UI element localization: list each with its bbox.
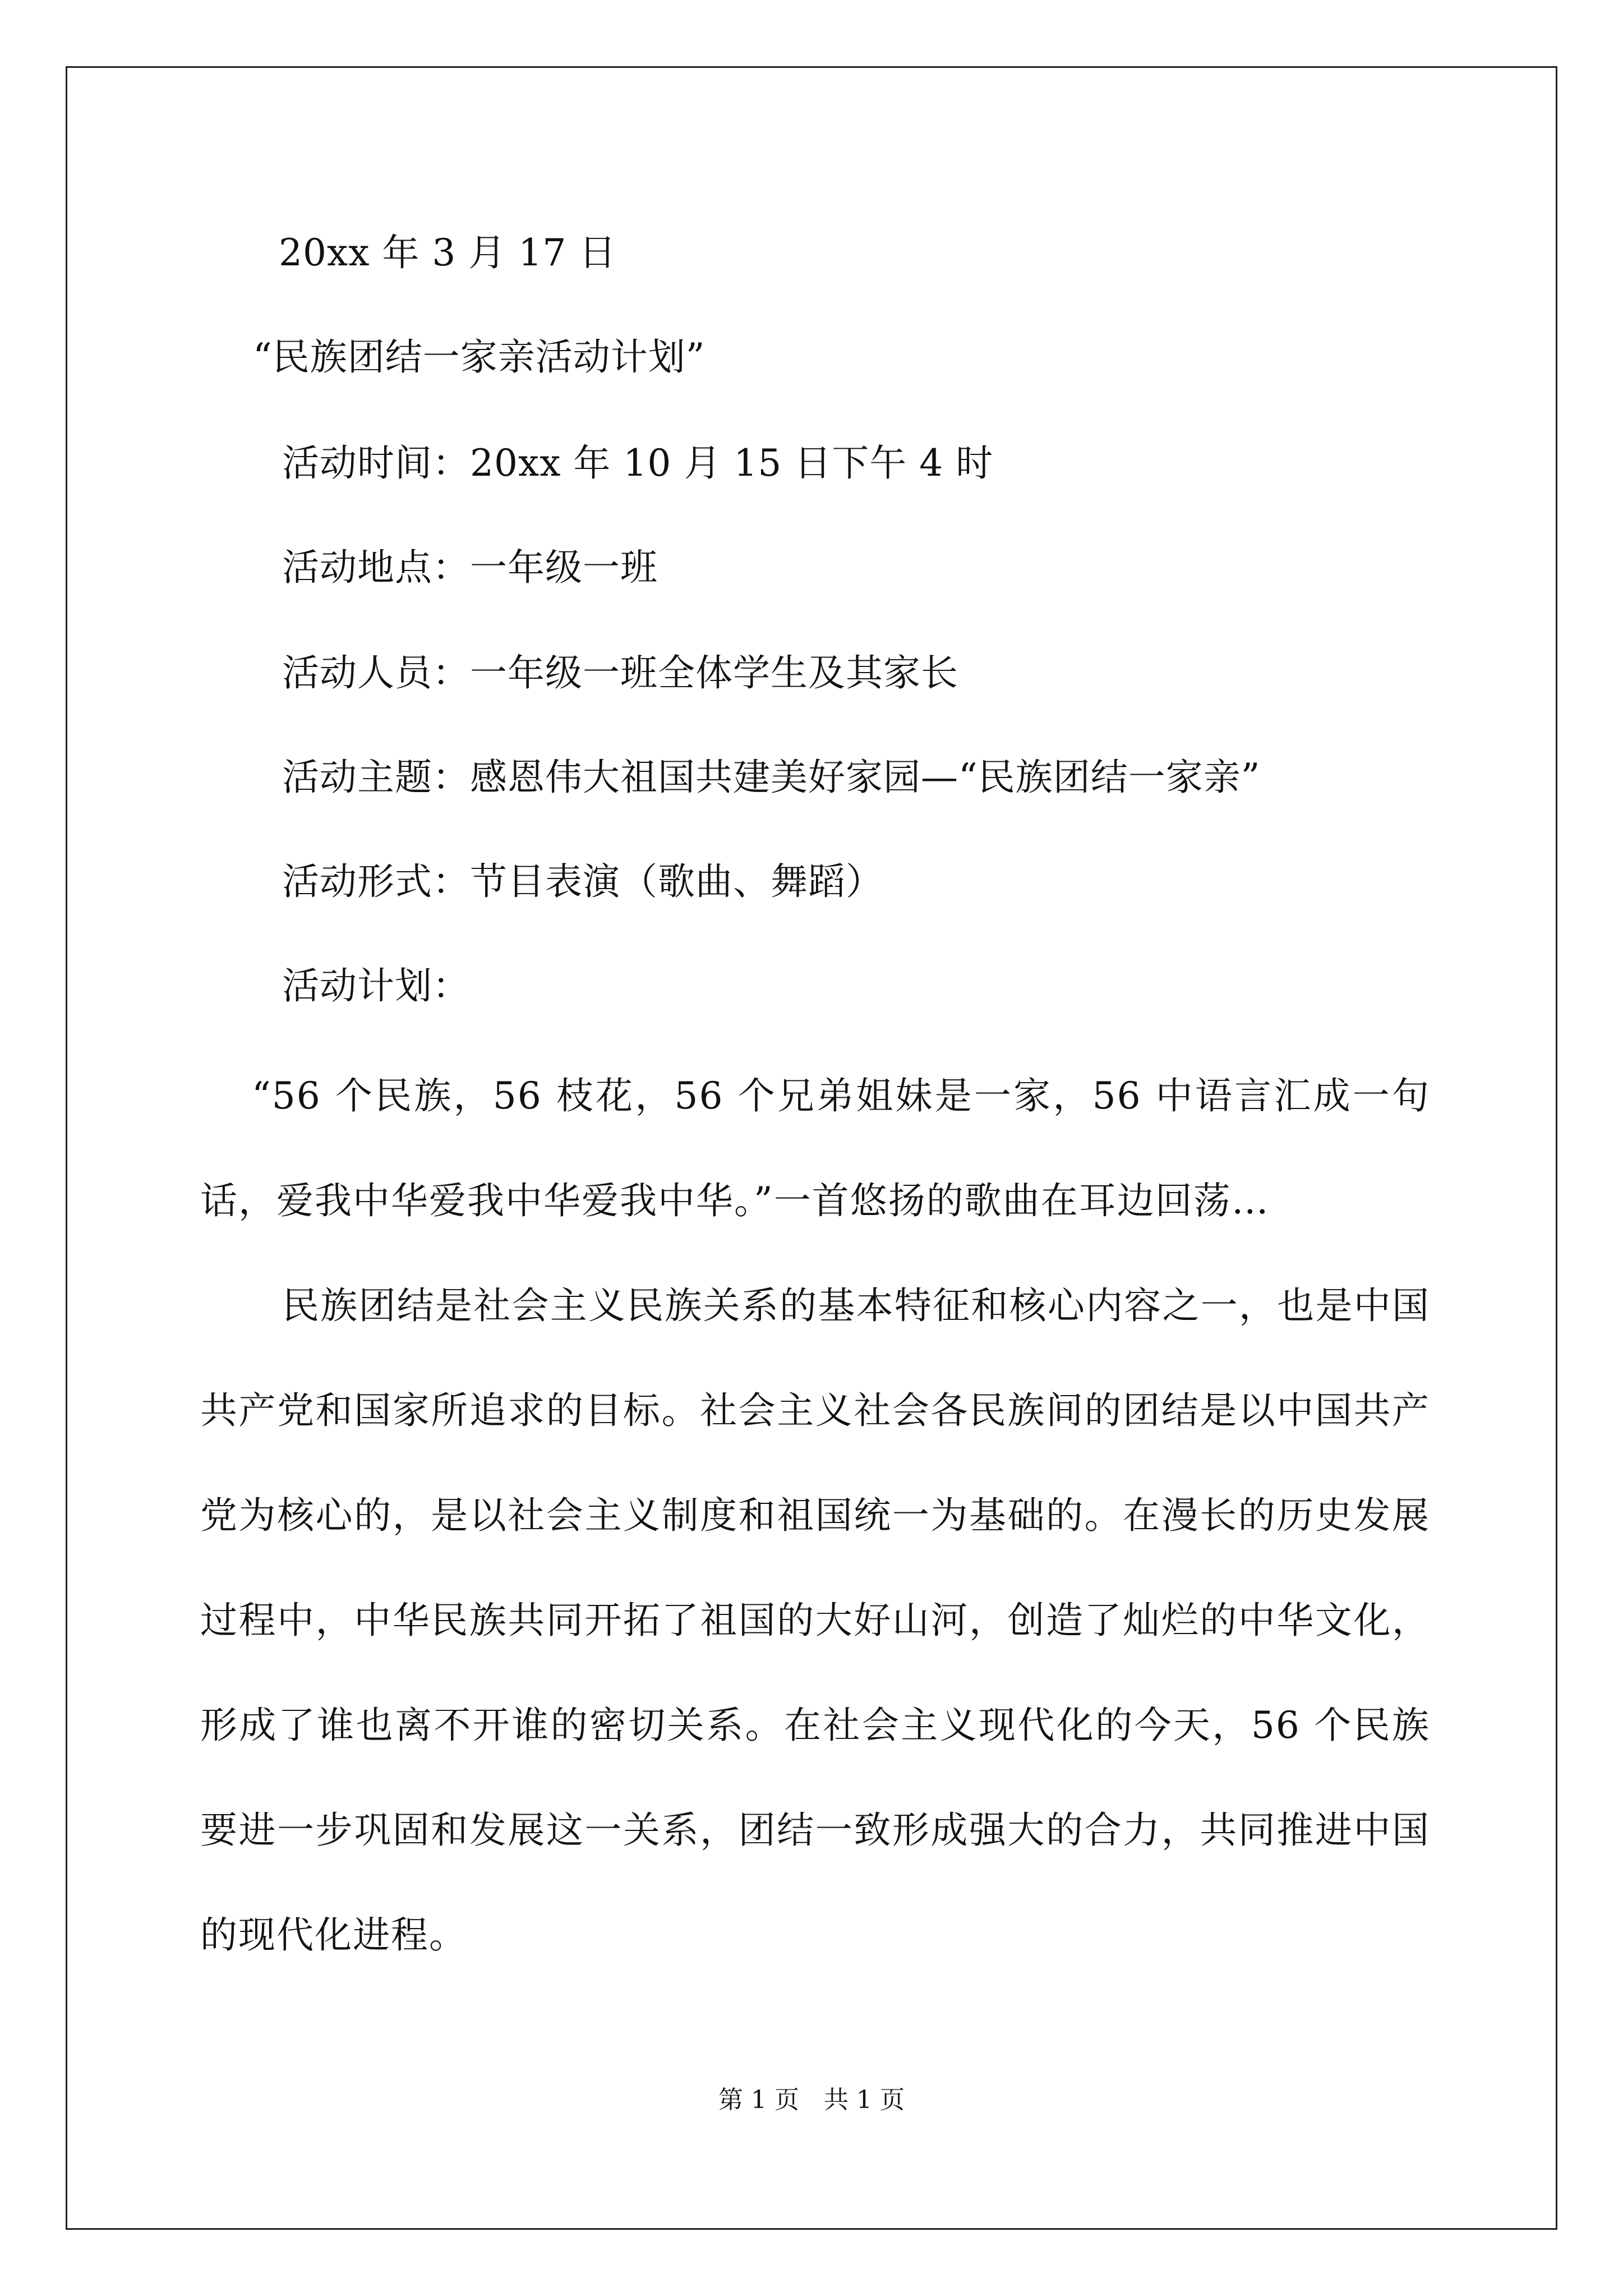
activity-time: 活动时间：20xx 年 10 月 15 日下午 4 时: [282, 441, 994, 485]
activity-participants: 活动人员：一年级一班全体学生及其家长: [282, 651, 958, 694]
document-title: “民族团结一家亲活动计划”: [253, 335, 706, 379]
activity-theme: 活动主题：感恩伟大祖国共建美好家园—“民族团结一家亲”: [282, 756, 1261, 799]
activity-format: 活动形式：节目表演（歌曲、舞蹈）: [282, 860, 883, 903]
paragraph-song-quote: “56 个民族，56 枝花，56 个兄弟姐妹是一家，56 中语言汇成一句话，爱我中华爱我中华爱我中华。”一首悠扬的歌曲在耳边回荡…: [200, 1074, 1430, 1222]
paragraph-ethnic-unity: 民族团结是社会主义民族关系的基本特征和核心内容之一，也是中国共产党和国家所追求的目标。社会主义社会各民族间的团结是以中国共产党为核心的，是以社会主义制度和祖国统一为基础的。在漫长的历史发展过程中，中华民族共同开拓了祖国的大好山河，创造了灿烂的中华文化，形成了谁也离不开谁的密切关系。在社会主义现代化的今天，56 个民族要进一步巩固和发展这一关系，团结一致形成强大的合力，共同推进中国的现代化进程。: [200, 1284, 1430, 1957]
page-footer: 第 1 页 共 1 页: [718, 2086, 905, 2114]
activity-location: 活动地点：一年级一班: [282, 546, 658, 589]
document-date: 20xx 年 3 月 17 日: [279, 231, 617, 274]
activity-plan-heading: 活动计划：: [282, 964, 470, 1007]
